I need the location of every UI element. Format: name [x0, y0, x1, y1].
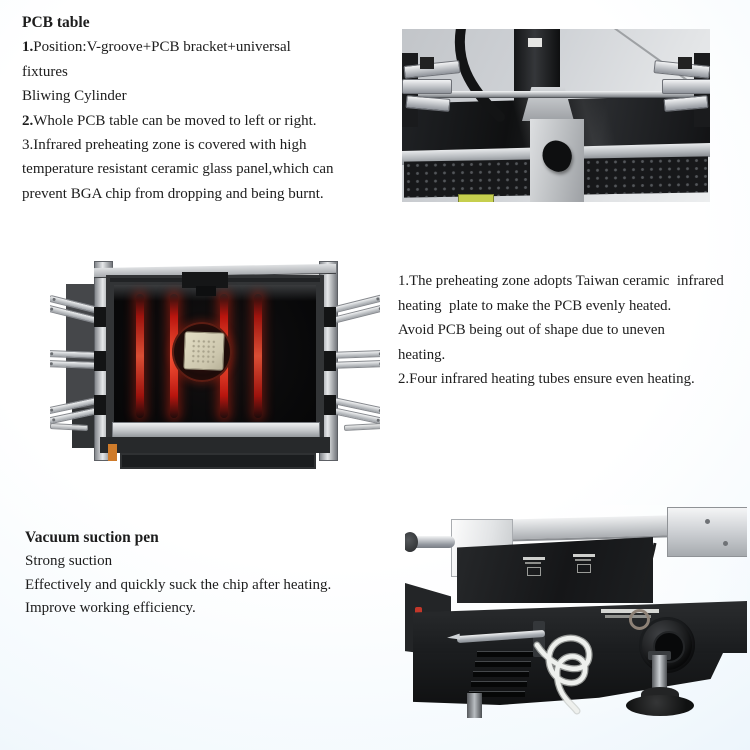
- clamp-block: [324, 395, 336, 415]
- coiled-tube: [405, 505, 747, 718]
- text-line: Effectively and quickly suck the chip after heating.: [25, 576, 332, 593]
- text-line: 1.The preheating zone adopts Taiwan ceramic infrared: [398, 273, 724, 289]
- bga-chip: [183, 331, 224, 370]
- infrared-heating-tube: [254, 294, 262, 418]
- text-line: Improve working efficiency.: [25, 600, 196, 617]
- section-title-vacuum-pen: Vacuum suction pen: [25, 529, 159, 546]
- text-line: heating plate to make the PCB evenly heated.: [398, 297, 672, 314]
- clamp-finger: [402, 79, 452, 94]
- pcb-table-photo: [402, 29, 710, 202]
- clamp-finger: [662, 79, 710, 94]
- text-line: 2.Whole PCB table can be moved to left or right.: [22, 112, 317, 129]
- machine-base-lower: [120, 453, 316, 469]
- clamp-block: [324, 351, 336, 371]
- clamp-block: [420, 57, 434, 69]
- text-line: Bliwing Cylinder: [22, 88, 127, 105]
- clamp-block: [324, 307, 336, 327]
- text-line: Avoid PCB being out of shape due to uneven: [398, 322, 665, 339]
- text-line: heating.: [398, 346, 446, 363]
- text-line: fixtures: [22, 63, 68, 80]
- preheating-zone-photo: [50, 258, 380, 470]
- camera-lens: [196, 286, 216, 296]
- text-line: Strong suction: [25, 552, 113, 569]
- text-line: 1.Position:V-groove+PCB bracket+universal: [22, 39, 291, 56]
- text-line: 3.Infrared preheating zone is covered with high: [22, 137, 307, 154]
- text-line: 2.Four infrared heating tubes ensure even heating.: [398, 371, 695, 388]
- vacuum-pen-photo: [405, 505, 747, 718]
- machine-base-strip: [100, 437, 330, 453]
- machine-leg: [467, 693, 482, 718]
- pcb-table-text-block: [22, 11, 394, 206]
- text-line: prevent BGA chip from dropping and being burnt.: [22, 185, 324, 202]
- clamp-block: [94, 351, 106, 371]
- text-line: temperature resistant ceramic glass panel,which can: [22, 161, 334, 178]
- warning-label: [458, 194, 494, 202]
- clamp-block: [94, 395, 106, 415]
- clamp-block: [678, 57, 692, 69]
- section-title-pcb-table: PCB table: [22, 14, 90, 31]
- rubber-foot: [626, 695, 694, 716]
- orange-fitting: [108, 444, 117, 461]
- infrared-heating-tube: [136, 294, 144, 418]
- vacuum-pen-text-block: [25, 526, 397, 621]
- clamp-block: [94, 307, 106, 327]
- preheating-text-block: [398, 269, 746, 392]
